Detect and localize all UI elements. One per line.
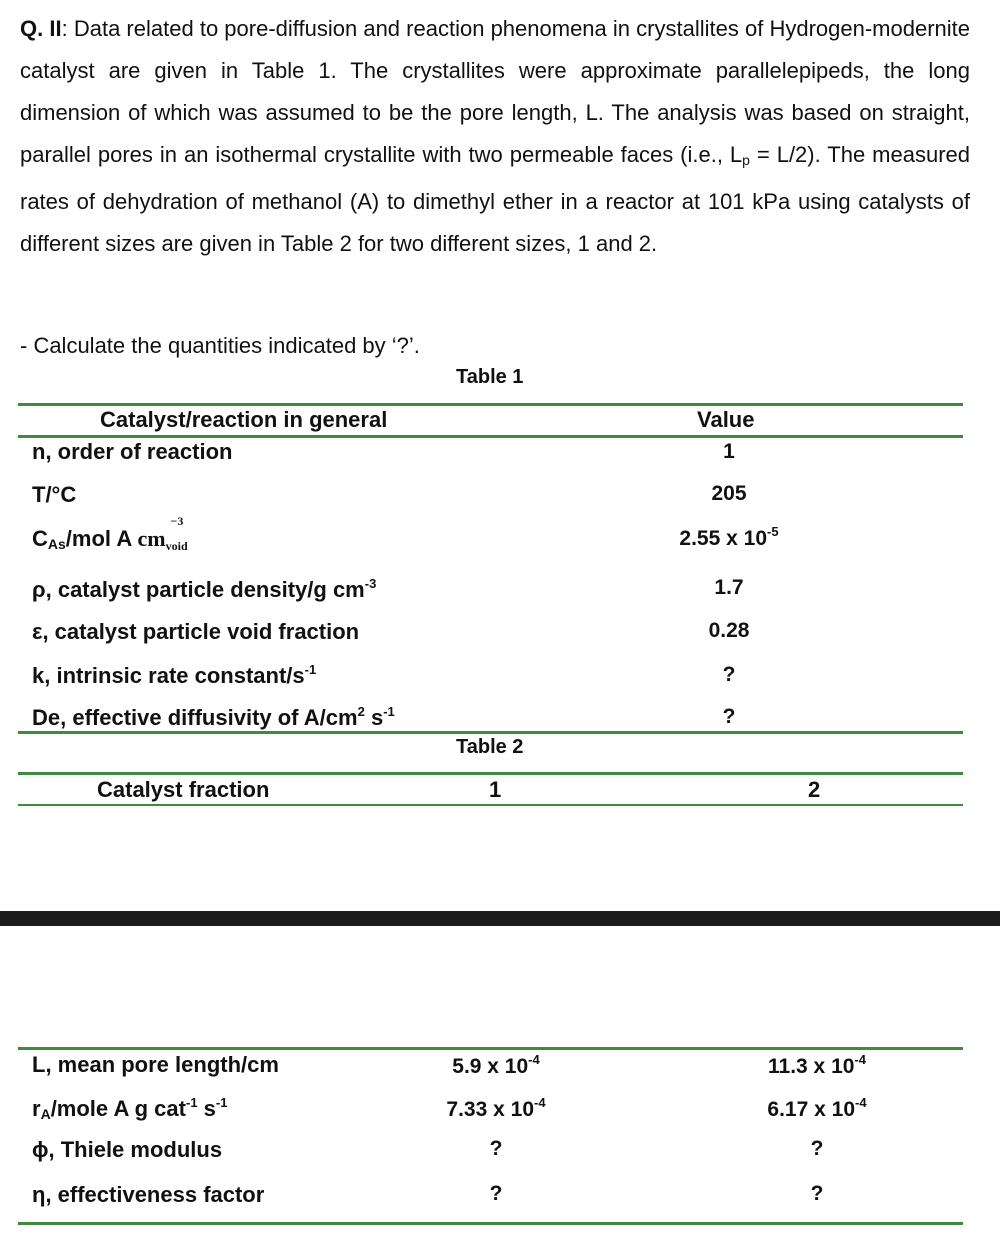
- rate-v2-base: 6.17 x 10: [767, 1098, 856, 1121]
- table2-row-effectiveness-label: η, effectiveness factor: [32, 1182, 265, 1207]
- rate-symbol: r: [32, 1096, 41, 1121]
- rate-units-s: s: [197, 1096, 216, 1121]
- cm-void-unit: [137, 514, 188, 553]
- table1-top-rule: [18, 403, 963, 406]
- table2-row-rate-v1: [446, 1095, 545, 1122]
- table1-row-temp-label: T/°C: [32, 482, 77, 507]
- rate-units-exp2: -1: [215, 1095, 228, 1110]
- conc-value-exp: -5: [767, 524, 779, 539]
- table1-row-temp-value: 205: [711, 482, 747, 505]
- table1-row-void-value: 0.28: [708, 619, 750, 642]
- rate-v1-base: 7.33 x 10: [446, 1098, 535, 1121]
- table2-header-param: Catalyst fraction: [97, 777, 270, 802]
- table2-bottom-rule: [18, 1222, 963, 1225]
- table2-row-rate-v2: [767, 1095, 866, 1122]
- table1-row-density-value: 1.7: [714, 576, 744, 599]
- paragraph-text-end: = L/2). The measured rates of dehydration of methanol (A) to dimethyl ether in a reactor at 101 kPa using catalysts of different sizes are given in Table 2 for two different sizes, 1 and 2.: [20, 142, 970, 256]
- void-subscript: void: [165, 539, 188, 553]
- table1-row-diffusivity-value: ?: [722, 705, 736, 728]
- rate-units-exp: -1: [185, 1095, 198, 1110]
- table1-row-rate-constant-label: [32, 662, 316, 689]
- rate-constant-label-exp: -1: [304, 662, 317, 677]
- density-label-text: ρ, catalyst particle density/g cm: [32, 577, 365, 602]
- page-divider: [0, 911, 1000, 926]
- length-v1-exp: -4: [528, 1052, 540, 1067]
- table1-bottom-rule: [18, 731, 963, 734]
- table1-row-rate-constant-value: ?: [722, 663, 736, 686]
- table1-row-conc-label: [32, 514, 188, 553]
- length-v1-base: 5.9 x 10: [452, 1055, 529, 1078]
- task-instruction: - Calculate the quantities indicated by ‘?’.: [20, 333, 420, 358]
- conc-symbol: C: [32, 526, 48, 551]
- diffusivity-label-s: s: [364, 705, 384, 730]
- table2-row-effectiveness-v2: ?: [810, 1182, 824, 1205]
- table2-top-rule: [18, 772, 963, 775]
- table1-row-order-label: n, order of reaction: [32, 439, 233, 464]
- table2-row-thiele-label: ϕ, Thiele modulus: [32, 1137, 223, 1162]
- table2-row-effectiveness-v1: ?: [489, 1182, 503, 1205]
- rate-constant-label-text: k, intrinsic rate constant/s: [32, 663, 305, 688]
- lp-subscript: p: [742, 152, 750, 168]
- cm-exponent: −3: [170, 514, 184, 528]
- question-label: Q. II: [20, 16, 62, 41]
- table2-row-length-v2: [768, 1052, 866, 1079]
- table2-row-rate-label: [32, 1095, 227, 1122]
- table1-row-density-label: [32, 576, 376, 603]
- table2-header-rule: [18, 804, 963, 806]
- conc-units: /mol A: [65, 526, 138, 551]
- table1-header-value: Value: [697, 407, 755, 432]
- table1-row-diffusivity-label: [32, 704, 395, 731]
- table2-header-col2: 2: [808, 777, 821, 802]
- question-paragraph: [20, 8, 970, 265]
- table1-row-conc-value: [679, 524, 778, 551]
- rate-v2-exp: -4: [855, 1095, 867, 1110]
- table1-row-void-label: ε, catalyst particle void fraction: [32, 619, 360, 644]
- rate-subscript: A: [40, 1106, 51, 1122]
- table1-caption: Table 1: [456, 366, 524, 388]
- table2-row-thiele-v1: ?: [489, 1137, 503, 1160]
- cm-unit: cm: [137, 526, 166, 551]
- diffusivity-label-text: De, effective diffusivity of A/cm: [32, 705, 358, 730]
- diffusivity-label-exp: 2: [357, 704, 365, 719]
- rate-v1-exp: -4: [534, 1095, 546, 1110]
- conc-value-base: 2.55 x 10: [679, 527, 768, 550]
- diffusivity-label-exp2: -1: [383, 704, 395, 719]
- length-v2-base: 11.3 x 10: [768, 1055, 855, 1078]
- density-label-exp: -3: [364, 576, 377, 591]
- length-v2-exp: -4: [854, 1052, 866, 1067]
- table2-row-length-v1: [452, 1052, 539, 1079]
- table2-continued-rule: [18, 1047, 963, 1050]
- table1-row-order-value: 1: [723, 440, 735, 463]
- table2-caption: Table 2: [456, 736, 524, 758]
- rate-units: /mole A g cat: [50, 1096, 186, 1121]
- table1-header-param: Catalyst/reaction in general: [100, 407, 388, 432]
- conc-subscript: As: [47, 536, 66, 552]
- table2-header-col1: 1: [489, 777, 502, 802]
- table2-row-length-label: L, mean pore length/cm: [32, 1052, 279, 1077]
- table1-header-rule: [18, 435, 963, 438]
- paragraph-text-start: : Data related to pore-diffusion and reaction phenomena in crystallites of Hydrogen-modernite catalyst are given in Table 1. The crystallites were approximate parallelepipeds, the long dimension of which was assumed to be the pore length, L. The analysis was based on straight, parallel pores in an isothermal crystallite with two permeable faces (i.e., L: [20, 16, 970, 167]
- table2-row-thiele-v2: ?: [810, 1137, 824, 1160]
